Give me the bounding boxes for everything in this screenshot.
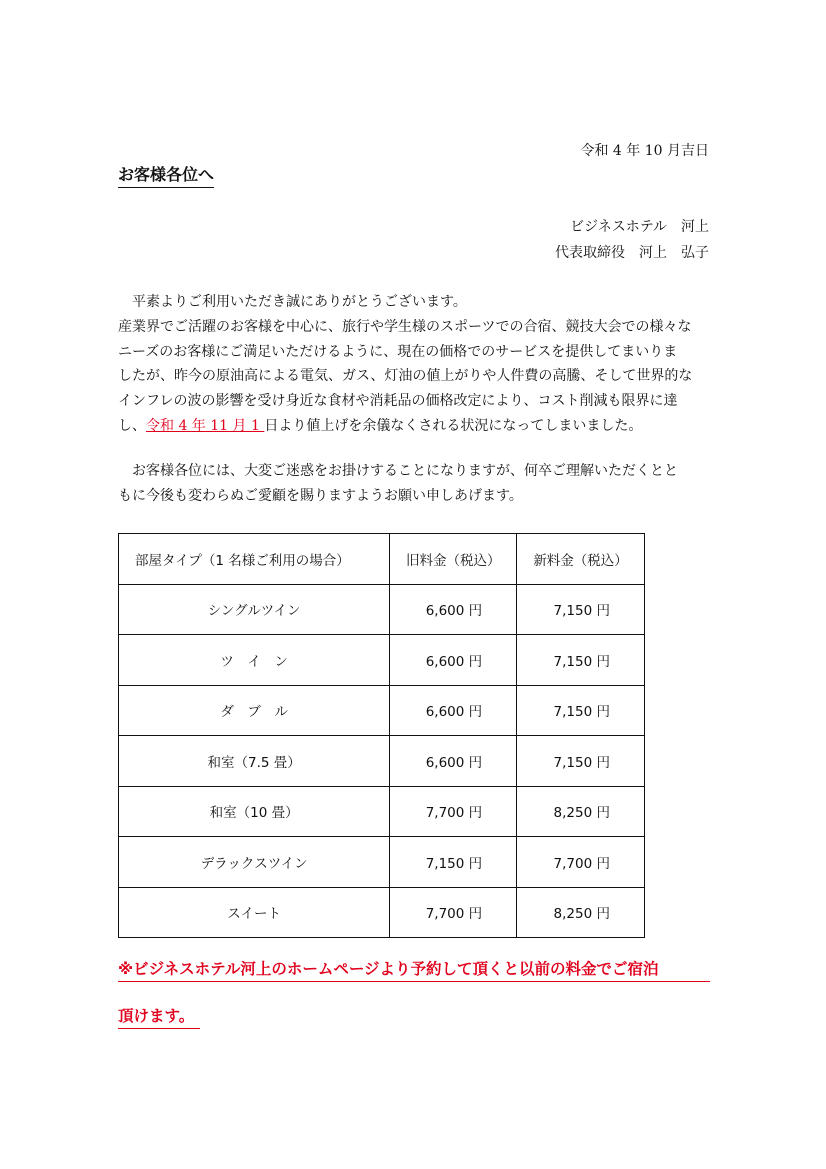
table-row [119,837,645,888]
room-type-cell: ダ ブ ル [119,685,390,736]
table-row [119,635,645,686]
body-line-last [118,414,710,439]
sender-company: ビジネスホテル 河上 [570,219,709,235]
price-change-date-highlight: 令和 4 年 11 月 1 [146,417,265,434]
room-type-cell: ツ イ ン [119,635,390,686]
room-type-cell: 和室（10 畳） [119,786,390,837]
body-line: 産業界でご活躍のお客様を中心に、旅行や学生様のスポーツでの合宿、競技大会での様々な [118,318,692,335]
table-row [119,685,645,736]
new-price-cell: 7,700 円 [517,837,645,888]
body-text-prefix: し、 [118,417,146,434]
new-price-cell: 7,150 円 [517,685,645,736]
body-line: 平素よりご利用いただき誠にありがとうございます。 [118,294,467,310]
table-row [119,786,645,837]
new-price-cell: 7,150 円 [517,635,645,686]
old-price-cell: 6,600 円 [390,635,517,686]
body-line: もに今後も変わらぬご愛顧を賜りますようお願い申しあげます。 [118,487,523,504]
body-text-suffix: 日より値上げを余儀なくされる状況になってしまいました。 [264,417,643,434]
room-type-cell: スイート [119,887,390,938]
new-price-cell: 8,250 円 [517,887,645,938]
old-price-cell: 6,600 円 [390,685,517,736]
salutation-heading: お客様各位へ [118,164,214,188]
website-booking-notice-line1: ※ビジネスホテル河上のホームページより予約して頂くと以前の料金でご宿泊 [118,957,710,982]
body-paragraph-1 [118,290,710,439]
body-line: お客様各位には、大変ご迷惑をお掛けすることになりますが、何卒ご理解いただくとと [118,463,678,479]
header-old-price: 旧料金（税込） [390,534,517,585]
header-new-price: 新料金（税込） [517,534,645,585]
new-price-cell: 7,150 円 [517,584,645,635]
table-row [119,887,645,938]
table-row [119,584,645,635]
old-price-cell: 7,150 円 [390,837,517,888]
room-type-cell: シングルツイン [119,584,390,635]
new-price-cell: 7,150 円 [517,736,645,787]
letter-date: 令和 4 年 10 月吉日 [580,143,709,159]
body-line: ニーズのお客様にご満足いただけるように、現在の価格でのサービスを提供してまいりま [118,343,678,360]
new-price-cell: 8,250 円 [517,786,645,837]
body-line: インフレの波の影響を受け身近な食材や消耗品の価格改定により、コスト削減も限界に達 [118,393,678,410]
table-row [119,736,645,787]
old-price-cell: 7,700 円 [390,887,517,938]
header-room-type: 部屋タイプ（1 名様ご利用の場合） [119,534,390,585]
table-header-row [119,534,645,585]
body-line: したが、昨今の原油高による電気、ガス、灯油の値上がりや人件費の高騰、そして世界的な [118,368,693,385]
sender-representative: 代表取締役 河上 弘子 [555,245,709,261]
room-type-cell: 和室（7.5 畳） [119,736,390,787]
website-booking-notice-line2: 頂けます。 [118,1004,200,1029]
old-price-cell: 7,700 円 [390,786,517,837]
room-rate-table [118,533,645,938]
old-price-cell: 6,600 円 [390,584,517,635]
old-price-cell: 6,600 円 [390,736,517,787]
room-type-cell: デラックスツイン [119,837,390,888]
body-paragraph-2 [118,459,710,509]
